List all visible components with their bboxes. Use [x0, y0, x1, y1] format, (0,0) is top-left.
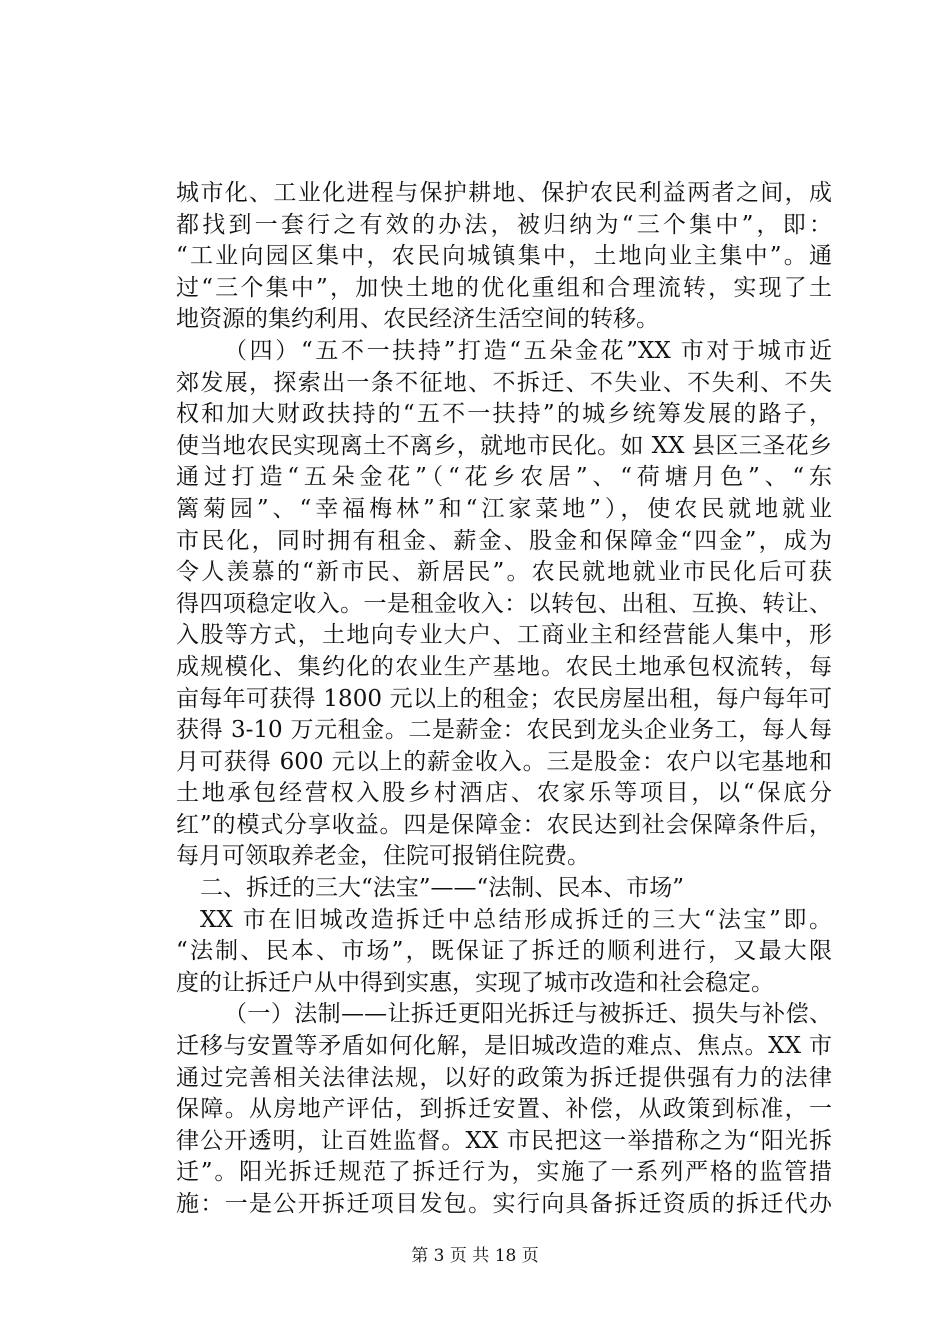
text-line: 土地承包经营权入股乡村酒店、农家乐等项目，以“保底分 [176, 780, 832, 807]
text-line: “工业向园区集中，农民向城镇集中，土地向业主集中”。通 [176, 243, 832, 270]
text-line: “法制、民本、市场”，既保证了拆迁的顺利进行，又最大限 [176, 938, 832, 965]
text-line: 月可获得 600 元以上的薪金收入。三是股金：农户以宅基地和 [176, 748, 832, 775]
text-line: 成规模化、集约化的农业生产基地。农民土地承包权流转，每 [176, 653, 832, 680]
text-line: 篱菊园”、“幸福梅林”和“江家菜地”），使农民就地就业 [176, 495, 832, 522]
text-line: 红”的模式分享收益。四是保障金：农民达到社会保障条件后， [176, 811, 832, 838]
text-line: 二、拆迁的三大“法宝”——“法制、民本、市场” [200, 875, 685, 902]
text-line: 权和加大财政扶持的“五不一扶持”的城乡统筹发展的路子， [176, 401, 832, 428]
text-line: 保障。从房地产评估，到拆迁安置、补偿，从政策到标准，一 [176, 1096, 832, 1123]
page-footer: 第 3 页 共 18 页 [411, 1246, 539, 1266]
text-line: 过“三个集中”，加快土地的优化重组和合理流转，实现了土 [176, 274, 832, 301]
text-line: 使当地农民实现离土不离乡，就地市民化。如 XX 县区三圣花乡 [176, 432, 832, 459]
text-line: 每月可领取养老金，住院可报销住院费。 [176, 843, 590, 870]
text-line: 令人羡慕的“新市民、新居民”。农民就地就业市民化后可获 [176, 559, 832, 586]
text-line: 城市化、工业化进程与保护耕地、保护农民利益两者之间，成 [176, 180, 832, 206]
text-line: （四）“五不一扶持”打造“五朵金花”XX 市对于城市近 [224, 337, 832, 364]
text-line: 迁”。阳光拆迁规范了拆迁行为，实施了一系列严格的监管措 [176, 1159, 832, 1186]
text-line: 得四项稳定收入。一是租金收入：以转包、出租、互换、转让、 [176, 590, 832, 617]
text-line: 施：一是公开拆迁项目发包。实行向具备拆迁资质的拆迁代办 [176, 1191, 832, 1217]
text-line: 入股等方式，土地向专业大户、工商业主和经营能人集中，形 [176, 622, 832, 649]
text-line: 获得 3-10 万元租金。二是薪金：农民到龙头企业务工，每人每 [176, 717, 832, 744]
text-line: 市民化，同时拥有租金、薪金、股金和保障金“四金”，成为 [176, 527, 832, 554]
text-line: 通过完善相关法律法规，以好的政策为拆迁提供强有力的法律 [176, 1064, 832, 1091]
text-line: （一）法制——让拆迁更阳光拆迁与被拆迁、损失与补偿、 [224, 1001, 832, 1028]
text-line: 地资源的集约利用、农民经济生活空间的转移。 [176, 306, 659, 333]
text-line: 通过打造“五朵金花”（“花乡农居”、“荷塘月色”、“东 [176, 464, 832, 491]
text-line: 迁移与安置等矛盾如何化解，是旧城改造的难点、焦点。XX 市 [176, 1033, 832, 1060]
text-line: 郊发展，探索出一条不征地、不拆迁、不失业、不失利、不失 [176, 369, 832, 396]
text-line: 亩每年可获得 1800 元以上的租金；农民房屋出租，每户每年可 [176, 685, 832, 712]
text-line: 都找到一套行之有效的办法，被归纳为“三个集中”，即： [176, 211, 832, 238]
text-line: XX 市在旧城改造拆迁中总结形成拆迁的三大“法宝”即。 [200, 906, 832, 933]
text-line: 度的让拆迁户从中得到实惠，实现了城市改造和社会稳定。 [176, 969, 774, 996]
body-text [176, 178, 832, 1221]
text-line: 律公开透明，让百姓监督。XX 市民把这一举措称之为“阳光拆 [176, 1127, 832, 1154]
